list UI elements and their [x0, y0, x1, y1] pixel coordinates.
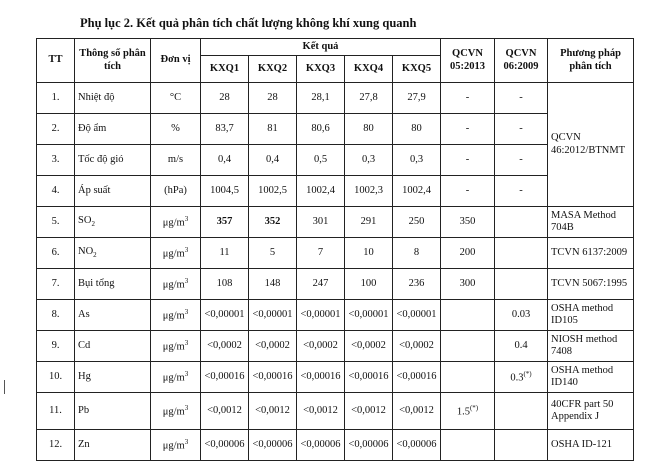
row-tt-text: 1.: [51, 91, 60, 103]
header-qcvn06: QCVN 06:2009: [495, 39, 548, 83]
header-kxq4: KXQ4: [345, 56, 393, 83]
row-kxq4: [345, 114, 393, 145]
row-kxq3-text: <0,00006: [300, 438, 341, 450]
row-kxq5-text: 8: [413, 246, 420, 258]
row-kxq4-text: 291: [360, 215, 377, 227]
row-kxq2: [249, 238, 297, 269]
row-kxq1: [201, 145, 249, 176]
row-qcvn06: [495, 176, 548, 207]
table-row: [37, 362, 634, 393]
row-param-text: SO: [78, 215, 92, 227]
row-qcvn05-superscript: (*): [469, 403, 479, 412]
row-method: [548, 300, 634, 331]
row-unit-superscript: 3: [184, 369, 189, 378]
row-kxq5-text: <0,0002: [399, 339, 434, 351]
row-unit: [151, 300, 201, 331]
row-qcvn06: [495, 114, 548, 145]
row-kxq4-text: 27,8: [359, 91, 378, 103]
row-param: [75, 114, 151, 145]
row-kxq2-text: 352: [264, 215, 281, 227]
row-qcvn06: [495, 269, 548, 300]
row-tt: [37, 430, 75, 461]
row-qcvn06-text: 0.4: [514, 339, 528, 351]
row-param: [75, 83, 151, 114]
row-kxq4-text: 100: [360, 277, 377, 289]
row-method: [548, 238, 634, 269]
table-row: [37, 176, 634, 207]
row-kxq3-text: 0,5: [313, 153, 328, 165]
row-qcvn05: [441, 430, 495, 461]
row-kxq2-text: 5: [269, 246, 276, 258]
row-kxq2: [249, 114, 297, 145]
row-param-text: Hg: [78, 370, 91, 382]
row-method-text: NIOSH method 7408: [551, 333, 618, 357]
row-kxq4: [345, 300, 393, 331]
row-unit-text: %: [171, 122, 180, 134]
row-unit-superscript: 3: [184, 276, 189, 285]
table-row: [37, 393, 634, 430]
row-qcvn05: [441, 300, 495, 331]
table-row: [37, 430, 634, 461]
row-kxq5-text: <0,00001: [396, 308, 437, 320]
row-method-text: OSHA ID-121: [551, 438, 612, 450]
row-unit-text: μg/m: [162, 372, 185, 384]
row-qcvn05-text: 200: [459, 246, 476, 258]
row-tt: [37, 331, 75, 362]
row-unit: [151, 114, 201, 145]
row-param: [75, 238, 151, 269]
row-kxq2: [249, 362, 297, 393]
row-unit-text: μg/m: [162, 279, 185, 291]
row-kxq2-text: <0,0012: [255, 404, 290, 416]
table-row: [37, 114, 634, 145]
row-kxq3: [297, 269, 345, 300]
row-kxq3-text: <0,0012: [303, 404, 338, 416]
row-qcvn06: [495, 207, 548, 238]
row-tt-text: 10.: [48, 370, 63, 382]
row-kxq1: [201, 83, 249, 114]
table-row: [37, 238, 634, 269]
row-qcvn06: [495, 393, 548, 430]
row-unit-superscript: 3: [184, 338, 189, 347]
row-kxq5: [393, 114, 441, 145]
row-kxq1-text: 357: [216, 215, 233, 227]
row-kxq4-text: <0,00001: [348, 308, 389, 320]
row-qcvn06: [495, 430, 548, 461]
row-tt: [37, 145, 75, 176]
row-kxq4-text: 10: [363, 246, 374, 258]
row-kxq3: [297, 393, 345, 430]
row-kxq3: [297, 238, 345, 269]
row-qcvn06: [495, 145, 548, 176]
row-kxq2-text: 81: [267, 122, 278, 134]
row-qcvn05: [441, 114, 495, 145]
row-qcvn06-text: -: [519, 184, 523, 196]
row-param: [75, 300, 151, 331]
row-kxq3-text: 301: [312, 215, 329, 227]
row-kxq4-text: 80: [363, 122, 374, 134]
row-kxq1: [201, 430, 249, 461]
row-param-text: Bụi tổng: [78, 277, 115, 289]
row-kxq2-text: 0,4: [265, 153, 280, 165]
row-param: [75, 393, 151, 430]
row-kxq2-text: <0,00016: [252, 370, 293, 382]
row-kxq3-text: <0,00016: [300, 370, 341, 382]
row-kxq2: [249, 145, 297, 176]
row-qcvn05-text: -: [465, 153, 470, 165]
row-kxq1: [201, 362, 249, 393]
row-kxq1-text: 11: [219, 246, 230, 258]
row-qcvn05: [441, 145, 495, 176]
row-unit: [151, 83, 201, 114]
row-qcvn05: [441, 207, 495, 238]
row-qcvn05-text: -: [465, 91, 470, 103]
row-tt: [37, 238, 75, 269]
row-kxq1-text: <0,0002: [207, 339, 242, 351]
row-tt-text: 7.: [51, 277, 60, 289]
row-param-text: Zn: [78, 438, 90, 450]
row-kxq2: [249, 430, 297, 461]
row-kxq5: [393, 430, 441, 461]
row-kxq1-text: 108: [216, 277, 233, 289]
row-unit: [151, 269, 201, 300]
row-kxq1-text: 0,4: [217, 153, 232, 165]
row-kxq4: [345, 269, 393, 300]
row-kxq3: [297, 207, 345, 238]
row-unit-text: μg/m: [162, 217, 185, 229]
row-tt: [37, 83, 75, 114]
row-kxq3: [297, 145, 345, 176]
row-tt: [37, 207, 75, 238]
row-kxq4-text: <0,0012: [351, 404, 386, 416]
table-row: [37, 331, 634, 362]
row-kxq3-text: 28,1: [311, 91, 330, 103]
row-qcvn06: [495, 362, 548, 393]
row-kxq4: [345, 207, 393, 238]
row-param-text: Nhiệt độ: [78, 91, 115, 103]
row-tt: [37, 176, 75, 207]
row-unit: [151, 145, 201, 176]
row-kxq4: [345, 430, 393, 461]
row-kxq1-text: <0,00001: [204, 308, 245, 320]
row-kxq4-text: <0,00006: [348, 438, 389, 450]
row-kxq1: [201, 176, 249, 207]
row-method-text: TCVN 6137:2009: [551, 246, 628, 258]
row-qcvn06-text: -: [519, 91, 523, 103]
row-kxq5: [393, 145, 441, 176]
page-title: Phụ lục 2. Kết quả phân tích chất lượng không khí xung quanh: [80, 16, 417, 30]
row-kxq3: [297, 83, 345, 114]
row-kxq1-text: <0,00006: [204, 438, 245, 450]
row-kxq2-text: 148: [264, 277, 281, 289]
row-qcvn06-text: -: [519, 122, 523, 134]
table-row: [37, 145, 634, 176]
row-param-text: Cd: [78, 339, 91, 351]
row-kxq2: [249, 331, 297, 362]
row-unit: [151, 362, 201, 393]
row-unit: [151, 238, 201, 269]
row-param-text: NO: [78, 246, 94, 258]
header-param: Thông số phân tích: [75, 39, 151, 83]
row-unit-text: (hPa): [164, 184, 187, 196]
row-tt: [37, 269, 75, 300]
row-tt-text: 11.: [49, 404, 62, 416]
row-kxq1: [201, 269, 249, 300]
row-param-subscript: 2: [91, 220, 95, 229]
row-method-text: OSHA method ID140: [551, 364, 614, 388]
header-row-1: [37, 39, 634, 56]
row-kxq4-text: 0,3: [361, 153, 376, 165]
row-kxq4: [345, 331, 393, 362]
row-tt-text: 3.: [51, 153, 60, 165]
row-kxq2: [249, 269, 297, 300]
row-kxq2: [249, 207, 297, 238]
row-qcvn06-superscript: (*): [523, 369, 532, 378]
row-kxq3: [297, 331, 345, 362]
row-kxq5-text: <0,00016: [396, 370, 437, 382]
row-kxq4: [345, 238, 393, 269]
row-qcvn05: [441, 176, 495, 207]
row-method: [548, 430, 634, 461]
row-qcvn06: [495, 238, 548, 269]
row-param-text: Áp suất: [78, 184, 111, 196]
row-kxq5: [393, 269, 441, 300]
header-results-group: Kết quả: [201, 39, 441, 56]
row-param: [75, 362, 151, 393]
row-kxq2: [249, 83, 297, 114]
row-tt-text: 6.: [51, 246, 60, 258]
row-kxq2: [249, 300, 297, 331]
header-qcvn05: QCVN 05:2013: [441, 39, 495, 83]
row-kxq1: [201, 114, 249, 145]
row-unit-superscript: 3: [184, 437, 189, 446]
row-qcvn05-text: 350: [459, 215, 476, 227]
row-param: [75, 207, 151, 238]
row-kxq5-text: 0,3: [409, 153, 424, 165]
row-unit: [151, 331, 201, 362]
row-kxq4: [345, 176, 393, 207]
row-kxq3-text: <0,0002: [303, 339, 338, 351]
row-param-text: As: [78, 308, 90, 320]
row-qcvn05: [441, 83, 495, 114]
row-param-text: Độ ẩm: [78, 122, 107, 134]
row-kxq5-text: 236: [408, 277, 425, 289]
row-kxq2: [249, 393, 297, 430]
row-kxq5: [393, 300, 441, 331]
row-kxq1: [201, 300, 249, 331]
row-kxq1: [201, 238, 249, 269]
row-kxq1: [201, 207, 249, 238]
row-kxq2-text: <0,0002: [255, 339, 290, 351]
margin-mark: [4, 380, 5, 394]
row-unit-text: m/s: [167, 153, 184, 165]
row-param-subscript: 2: [93, 251, 97, 260]
row-unit-superscript: 3: [184, 307, 189, 316]
row-tt-text: 12.: [48, 438, 63, 450]
row-unit-text: °C: [169, 91, 182, 103]
row-param: [75, 430, 151, 461]
row-kxq5-text: 250: [408, 215, 425, 227]
table-row: [37, 207, 634, 238]
row-param: [75, 269, 151, 300]
row-kxq1-text: 83,7: [215, 122, 234, 134]
row-kxq5: [393, 176, 441, 207]
row-kxq4-text: <0,00016: [348, 370, 389, 382]
row-unit-text: μg/m: [162, 310, 185, 322]
table-row: [37, 300, 634, 331]
row-qcvn05-text: -: [465, 184, 470, 196]
row-kxq2-text: <0,00001: [252, 308, 293, 320]
row-method-text: TCVN 5067:1995: [551, 277, 628, 289]
table-row: [37, 269, 634, 300]
row-kxq5-text: <0,00006: [396, 438, 437, 450]
row-kxq3-text: 1002,4: [306, 184, 335, 196]
row-tt-text: 8.: [51, 308, 60, 320]
row-kxq5: [393, 83, 441, 114]
row-kxq4-text: <0,0002: [351, 339, 386, 351]
row-qcvn06: [495, 300, 548, 331]
row-kxq4: [345, 362, 393, 393]
row-qcvn06-text: 0.3: [510, 372, 524, 384]
row-param-text: Tốc độ gió: [78, 153, 124, 165]
row-kxq4: [345, 145, 393, 176]
header-method: Phương pháp phân tích: [548, 39, 634, 83]
row-unit-text: μg/m: [162, 406, 185, 418]
row-unit-text: μg/m: [162, 440, 185, 452]
row-qcvn06: [495, 83, 548, 114]
row-kxq5: [393, 393, 441, 430]
row-kxq4: [345, 83, 393, 114]
row-param: [75, 176, 151, 207]
row-kxq3: [297, 114, 345, 145]
row-param: [75, 145, 151, 176]
row-qcvn05: [441, 269, 495, 300]
row-tt-text: 5.: [51, 215, 60, 227]
row-kxq3-text: 80,6: [311, 122, 330, 134]
header-tt: TT: [37, 39, 75, 83]
row-qcvn05-text: 300: [459, 277, 476, 289]
row-unit: [151, 176, 201, 207]
row-kxq2-text: <0,00006: [252, 438, 293, 450]
row-kxq1: [201, 393, 249, 430]
row-unit-superscript: 3: [184, 214, 189, 223]
row-method-text: 40CFR part 50 Appendix J: [551, 398, 614, 422]
row-kxq3-text: <0,00001: [300, 308, 341, 320]
row-method: [548, 269, 634, 300]
header-kxq1: KXQ1: [201, 56, 249, 83]
row-tt-text: 4.: [51, 184, 60, 196]
row-unit-text: μg/m: [162, 341, 185, 353]
row-param-text: Pb: [78, 404, 90, 416]
row-kxq4: [345, 393, 393, 430]
row-kxq5: [393, 331, 441, 362]
row-tt: [37, 362, 75, 393]
table-body: [37, 83, 634, 461]
row-qcvn06-text: 0.03: [511, 308, 531, 320]
row-qcvn05: [441, 238, 495, 269]
row-kxq5: [393, 362, 441, 393]
row-kxq1-text: <0,0012: [207, 404, 242, 416]
row-qcvn06: [495, 331, 548, 362]
row-unit-superscript: 3: [184, 403, 189, 412]
row-kxq5-text: 27,9: [407, 91, 426, 103]
row-unit-text: μg/m: [162, 248, 185, 260]
row-method: [548, 393, 634, 430]
row-qcvn05-text: 1.5: [456, 406, 470, 418]
row-kxq1-text: 28: [219, 91, 230, 103]
row-kxq5-text: <0,0012: [399, 404, 434, 416]
row-kxq3: [297, 300, 345, 331]
row-tt: [37, 393, 75, 430]
row-param: [75, 331, 151, 362]
row-kxq5-text: 1002,4: [402, 184, 431, 196]
row-tt: [37, 114, 75, 145]
header-kxq5: KXQ5: [393, 56, 441, 83]
row-kxq3: [297, 176, 345, 207]
row-kxq1-text: <0,00016: [204, 370, 245, 382]
row-method-merged: [548, 83, 634, 207]
row-tt-text: 2.: [51, 122, 60, 134]
row-kxq5: [393, 207, 441, 238]
row-method-text: OSHA method ID105: [551, 302, 614, 326]
row-method: [548, 362, 634, 393]
row-unit: [151, 430, 201, 461]
row-kxq2: [249, 176, 297, 207]
row-kxq5: [393, 238, 441, 269]
row-kxq1-text: 1004,5: [210, 184, 239, 196]
row-tt: [37, 300, 75, 331]
row-kxq1: [201, 331, 249, 362]
row-unit: [151, 207, 201, 238]
row-kxq3-text: 247: [312, 277, 329, 289]
row-method-merged-text: QCVN 46:2012/BTNMT: [551, 132, 626, 156]
row-unit-superscript: 3: [184, 245, 189, 254]
row-kxq2-text: 1002,5: [258, 184, 287, 196]
row-kxq3: [297, 430, 345, 461]
row-method: [548, 207, 634, 238]
row-qcvn06-text: -: [519, 153, 523, 165]
row-qcvn05: [441, 331, 495, 362]
row-qcvn05-text: -: [465, 122, 470, 134]
results-table: [36, 38, 634, 461]
row-kxq3: [297, 362, 345, 393]
row-kxq5-text: 80: [411, 122, 422, 134]
header-unit: Đơn vị: [151, 39, 201, 83]
table-row: [37, 83, 634, 114]
row-tt-text: 9.: [51, 339, 60, 351]
row-kxq3-text: 7: [317, 246, 324, 258]
row-qcvn05: [441, 393, 495, 430]
row-qcvn05: [441, 362, 495, 393]
row-kxq4-text: 1002,3: [354, 184, 383, 196]
row-unit: [151, 393, 201, 430]
row-method: [548, 331, 634, 362]
row-method-text: MASA Method 704B: [551, 209, 617, 233]
header-kxq2: KXQ2: [249, 56, 297, 83]
row-kxq2-text: 28: [267, 91, 278, 103]
header-kxq3: KXQ3: [297, 56, 345, 83]
